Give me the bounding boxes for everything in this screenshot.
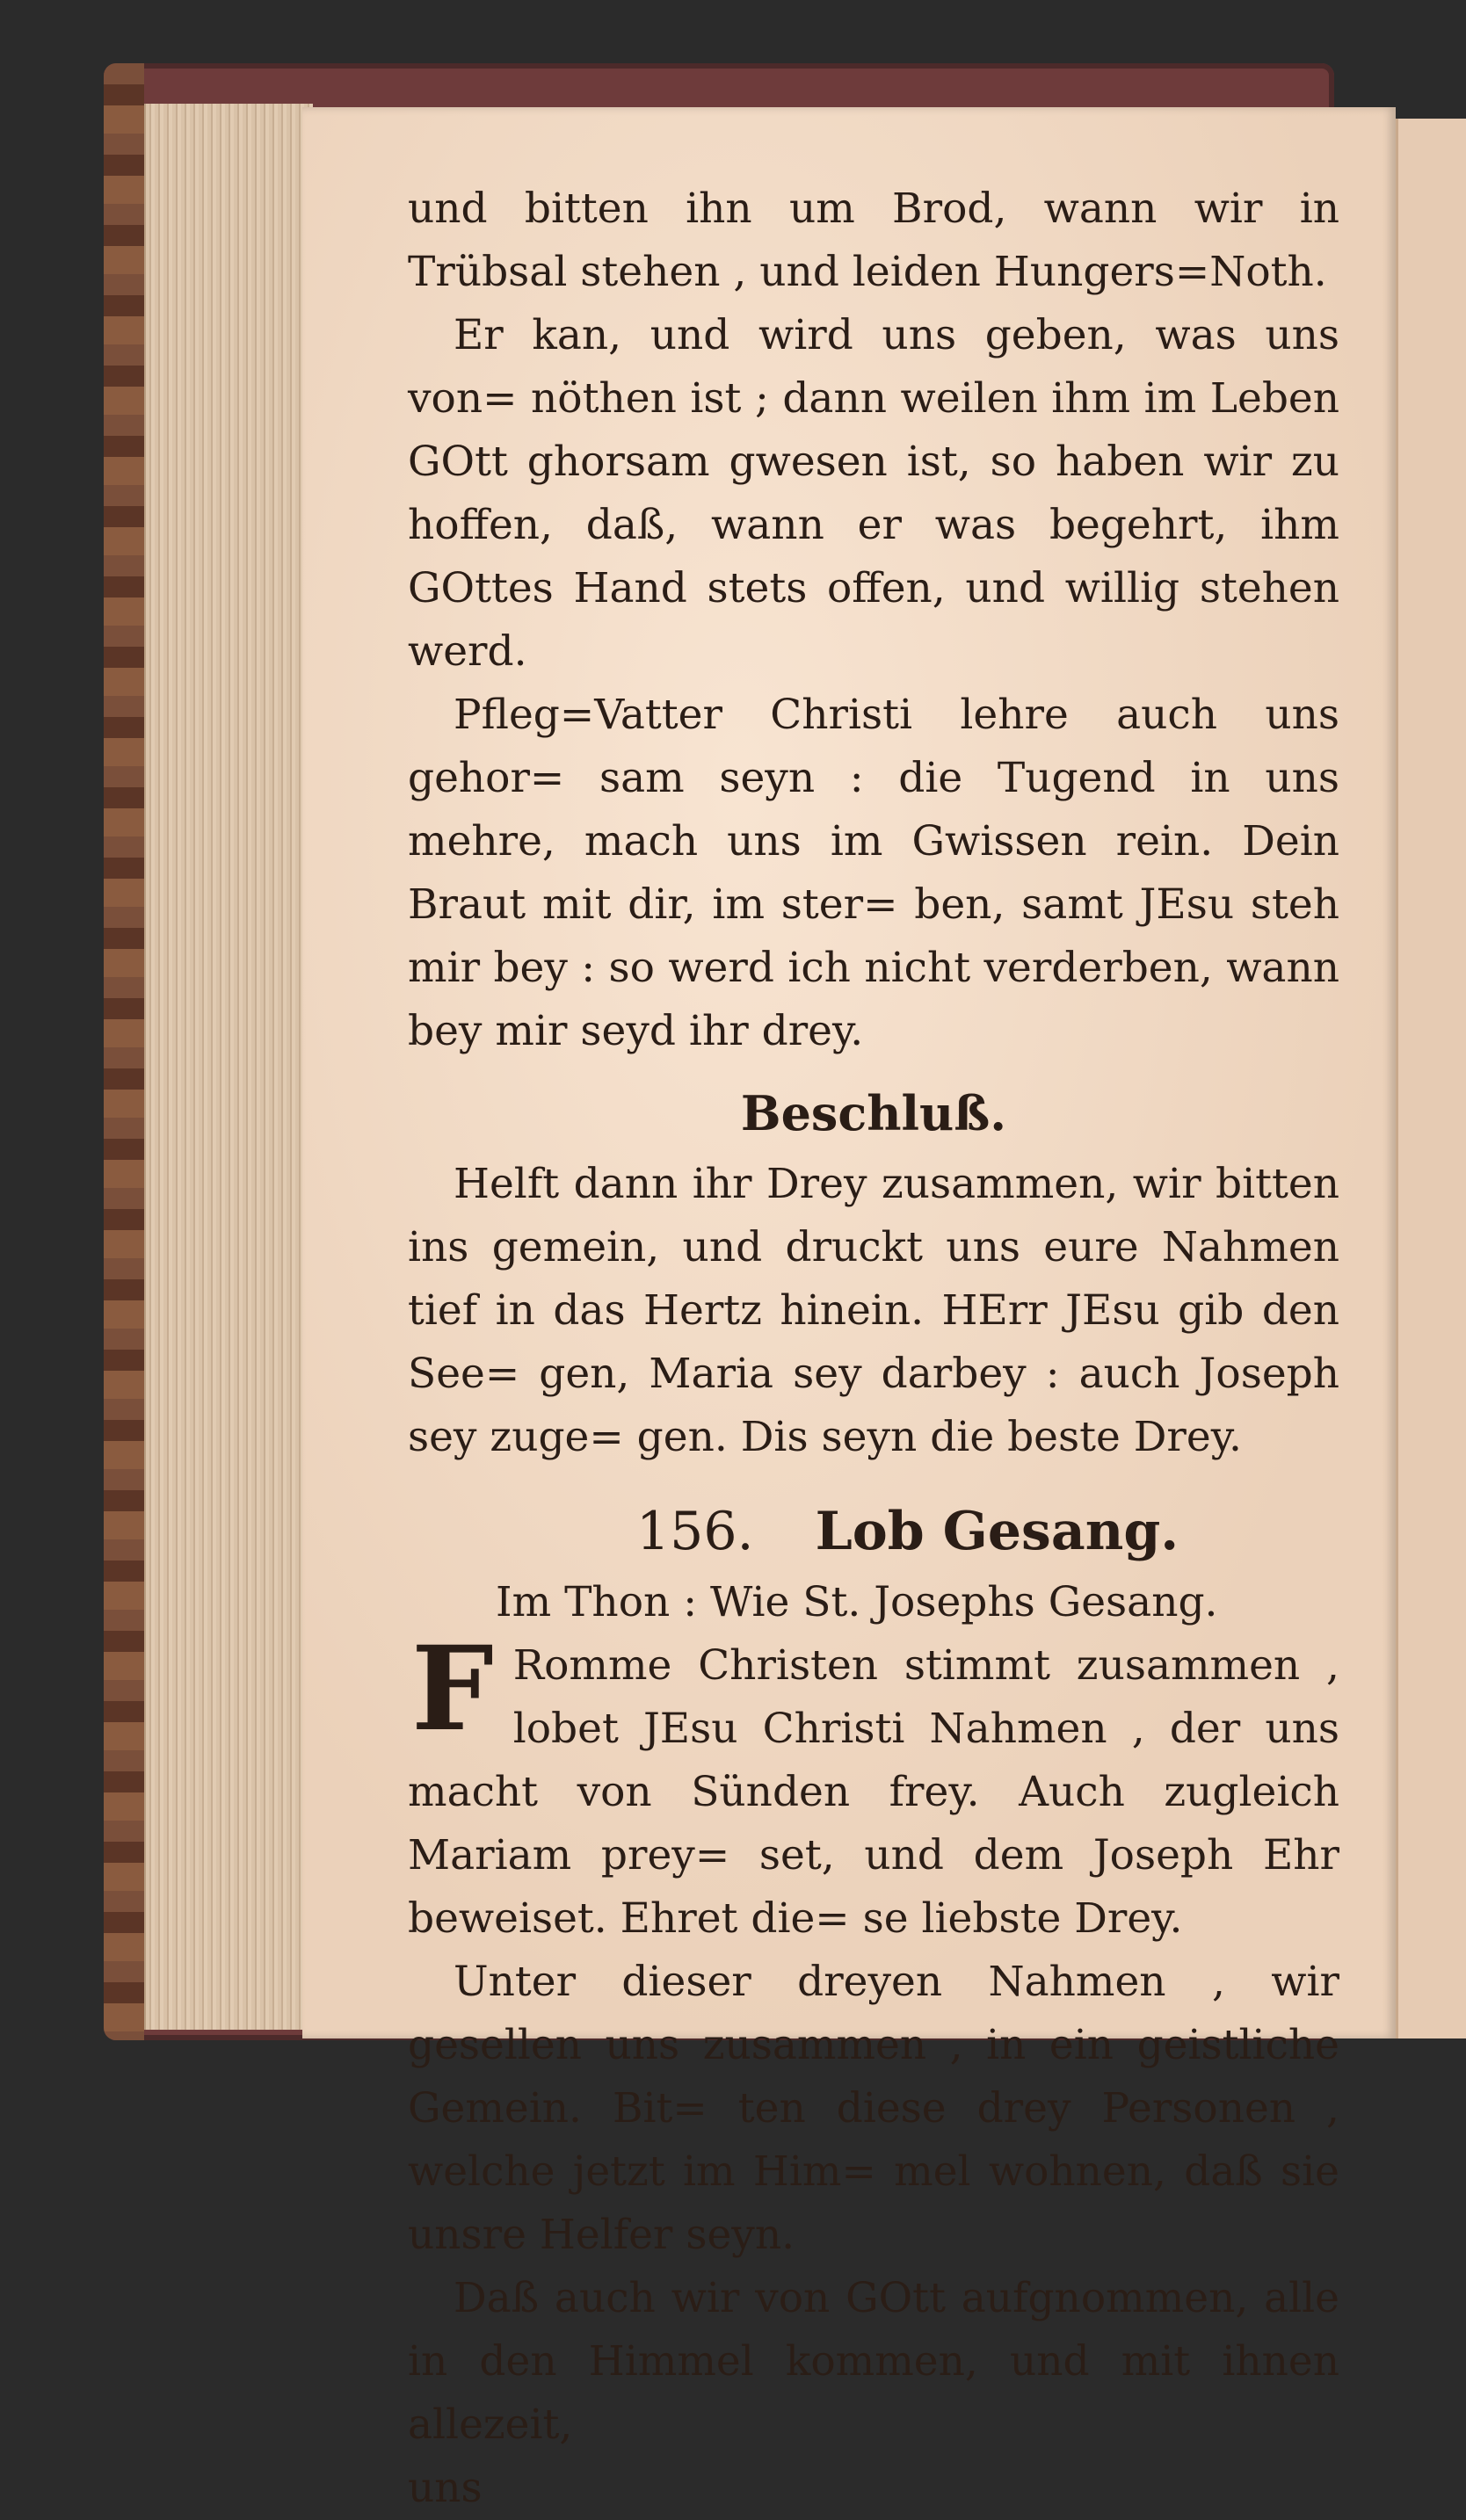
page-text (408, 177, 1339, 2520)
verse: Daß auch wir von GOtt aufgnommen, alle in den Himmel kommen, und mit ihnen allezeit, (408, 2274, 1339, 2449)
catchword: uns (408, 2464, 483, 2512)
paragraph: Pfleg=Vatter Christi lehre auch uns gehor= sam seyn : die Tugend in uns mehre, mach uns im Gwissen rein. Dein Braut mit dir, im ster= ben, samt JEsu steh mir bey : so werd ich nicht verderben, wann bey mir seyd ihr drey. (408, 691, 1339, 1055)
page-edges (144, 104, 313, 2030)
song-number: 156. (636, 1501, 754, 1562)
book-page (302, 107, 1396, 2512)
paragraph: und bitten ihn um Brod, wann wir in Trübsal stehen , und leiden Hungers=Noth. (408, 185, 1339, 296)
drop-cap: F (411, 1621, 494, 1757)
paragraph: Er kan, und wird uns geben, was uns von= nöthen ist ; dann weilen ihm im Leben GOtt ghorsam gwesen ist, so haben wir zu hoffen, daß, wann er was begehrt, ihm GOttes Hand stets offen, und willig stehen werd. (408, 311, 1339, 676)
book-spine (104, 63, 144, 2040)
verse: Unter dieser dreyen Nahmen , wir gesellen uns zusammen , in ein geistliche Gemein. Bit= ten diese drey Personen , welche jetzt im Him= mel wohnen, daß sie unsre Helfer seyn. (408, 1958, 1339, 2259)
song-title-text: Lob Gesang. (815, 1501, 1179, 1562)
verse (408, 1621, 1339, 1951)
facing-page-edge (1396, 119, 1466, 2038)
section-heading: Beschluß. (740, 1085, 1007, 1141)
verse-text: Romme Christen stimmt zusammen , lobet JEsu Christi Nahmen , der uns macht von Sünden frey. Auch zugleich Mariam prey= set, und dem Joseph Ehr beweiset. Ehret die= se liebste Drey. (408, 1641, 1339, 1943)
song-title (408, 1492, 1339, 1571)
closing-paragraph: Helft dann ihr Drey zusammen, wir bitten ins gemein, und druckt uns eure Nahmen tief in das Hertz hinein. HErr JEsu gib den See= gen, Maria sey darbey : auch Joseph sey zuge= gen. Dis seyn die beste Drey. (408, 1160, 1339, 1461)
melody-line: Im Thon : Wie St. Josephs Gesang. (496, 1578, 1218, 1626)
